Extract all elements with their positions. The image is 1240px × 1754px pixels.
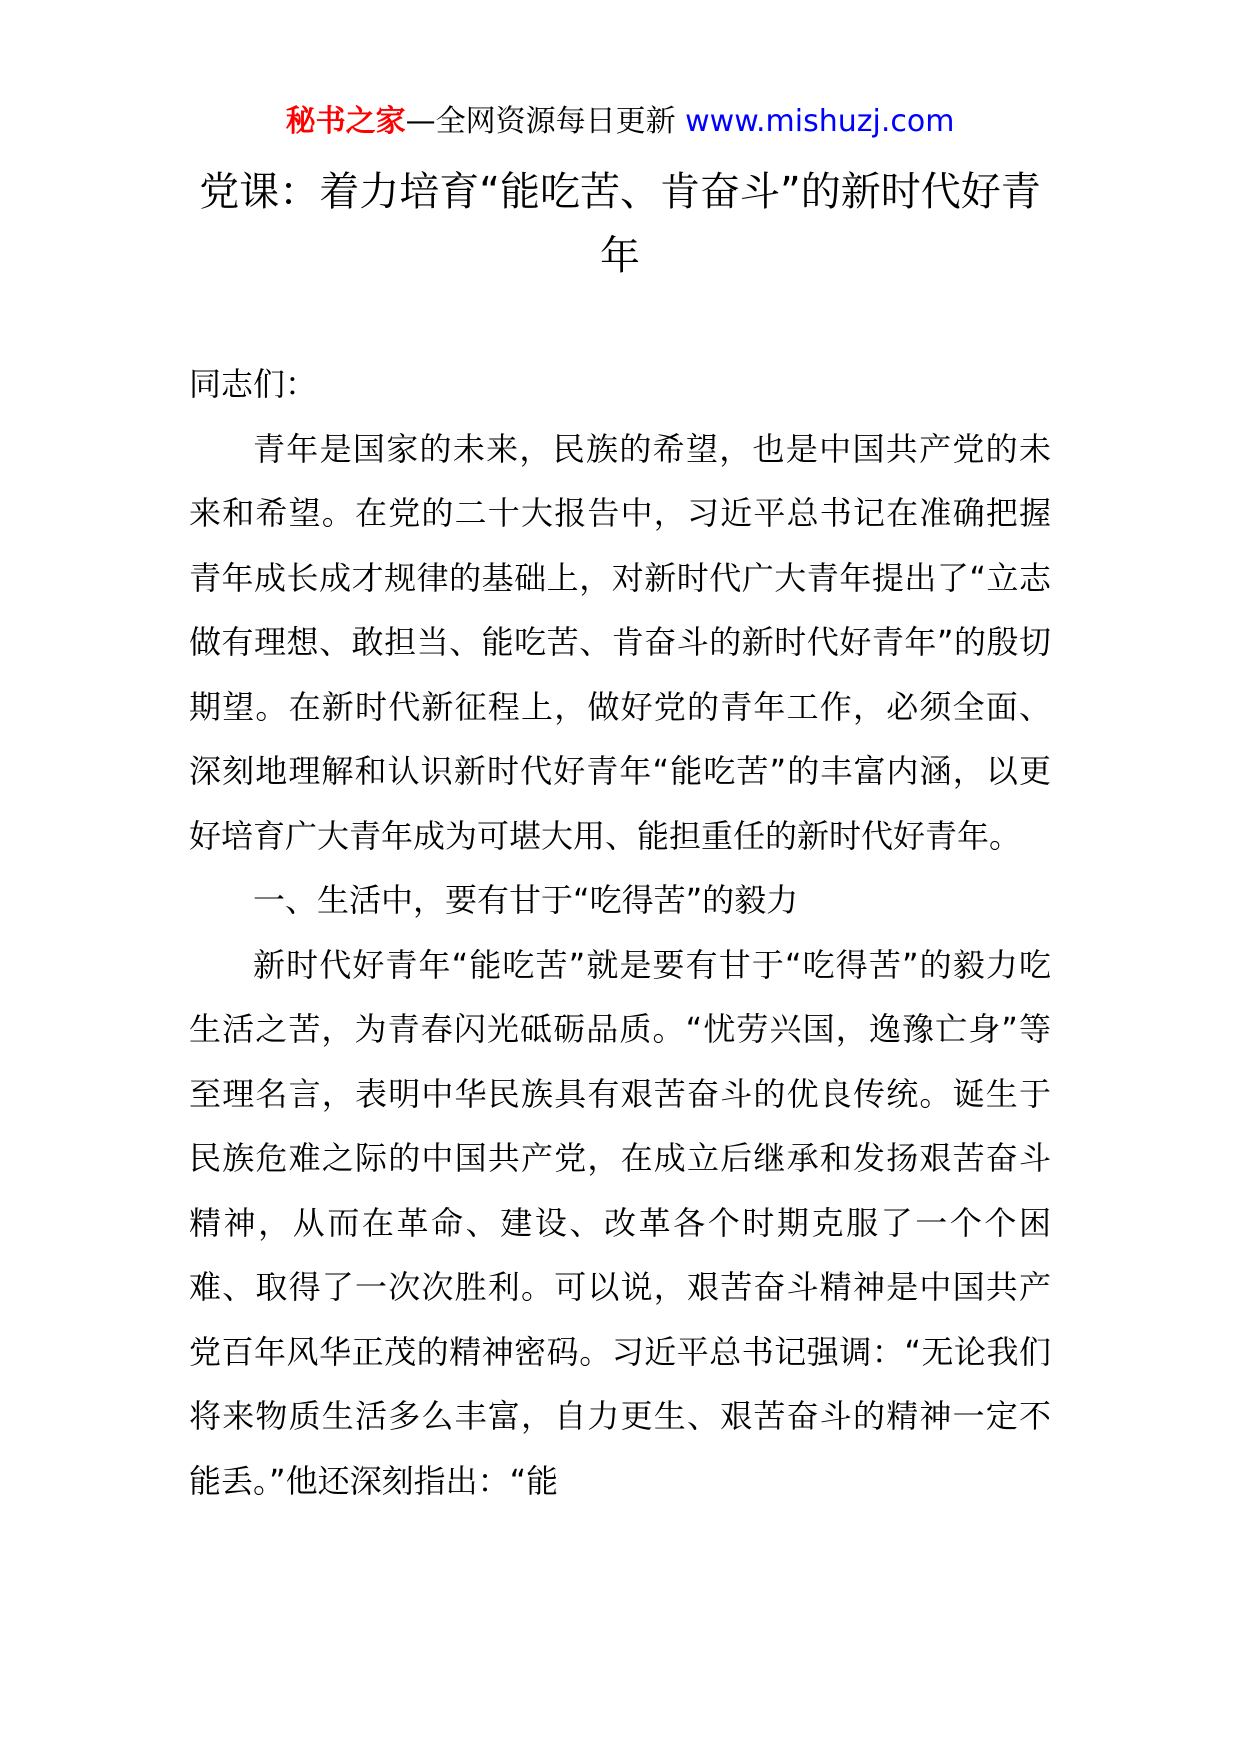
site-brand: 秘书之家 bbox=[285, 104, 406, 139]
paragraph-intro: 青年是国家的未来，民族的希望，也是中国共产党的未来和希望。在党的二十大报告中，习近平总书记在准确把握青年成长成才规律的基础上，对新时代广大青年提出了“立志做有理想、敢担当、能吃苦、肯奋斗的新时代好青年”的殷切期望。在新时代新征程上，做好党的青年工作，必须全面、深刻地理解和认识新时代好青年“能吃苦”的丰富内涵，以更好培育广大青年成为可堪大用、能担重任的新时代好青年。 bbox=[189, 429, 1051, 855]
site-header bbox=[0, 100, 1240, 144]
site-tagline: —全网资源每日更新 bbox=[405, 104, 686, 139]
site-url[interactable]: www.mishuzj.com bbox=[685, 104, 955, 139]
document-title: 党课：着力培育“能吃苦、肯奋斗”的新时代好青年 bbox=[199, 169, 1041, 279]
section-heading: 一、生活中，要有甘于“吃得苦”的毅力 bbox=[253, 881, 799, 919]
salutation: 同志们： bbox=[189, 365, 318, 403]
paragraph-section-one: 新时代好青年“能吃苦”就是要有甘于“吃得苦”的毅力吃生活之苦，为青春闪光砥砺品质。“忧劳兴国，逸豫亡身”等至理名言，表明中华民族具有艰苦奋斗的优良传统。诞生于民族危难之际的中国共产党，在成立后继承和发扬艰苦奋斗精神，从而在革命、建设、改革各个时期克服了一个个困难、取得了一次次胜利。可以说，艰苦奋斗精神是中国共产党百年风华正茂的精神密码。习近平总书记强调：“无论我们将来物质生活多么丰富，自力更生、艰苦奋斗的精神一定不能丢。”他还深刻指出：“能 bbox=[189, 945, 1051, 1500]
document-body bbox=[189, 352, 1051, 1513]
